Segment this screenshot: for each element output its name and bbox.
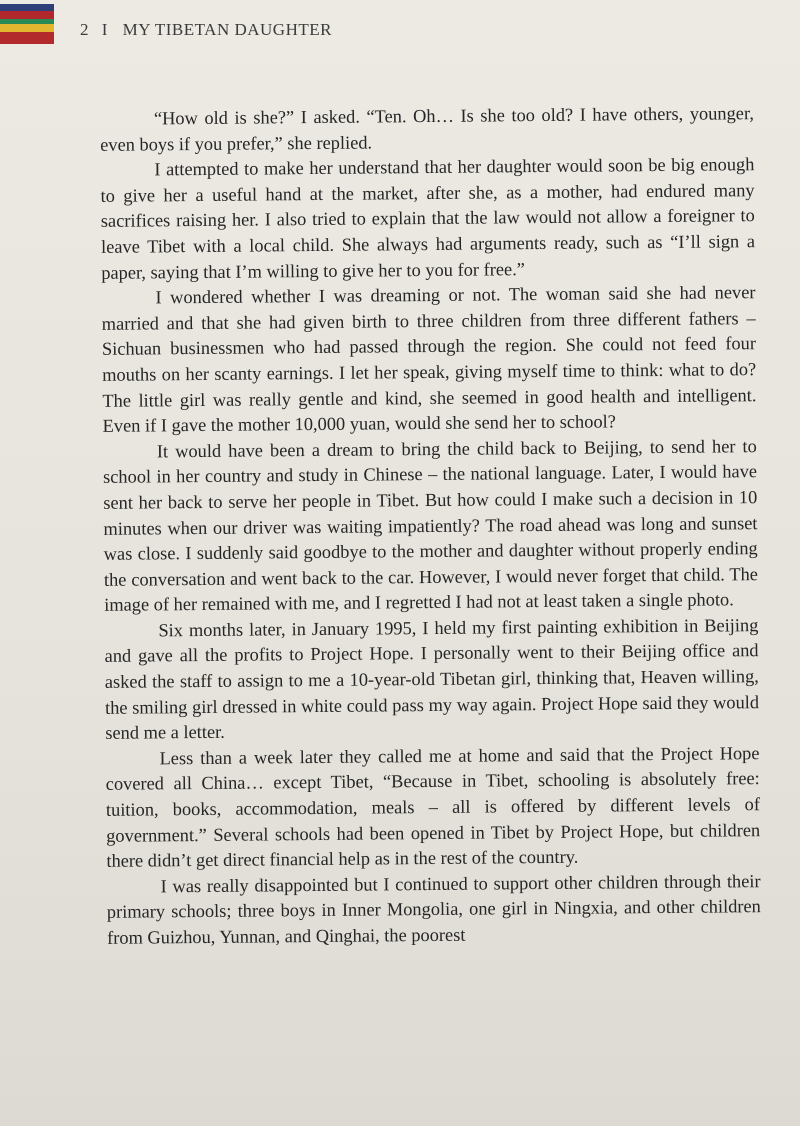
color-stripe-yellow [0,24,54,32]
color-stripe-blue [0,4,54,11]
running-header [80,20,332,40]
paragraph-1: “How old is she?” I asked. “Ten. Oh… Is she too old? I have others, younger, even boys if you prefer,” she replied. [100,103,754,155]
paragraph-7: I was really disappointed but I continued to support other children through their primary schools; three boys in Inner Mongolia, one girl in Ningxia, and other children from Guizhou, Yunnan, and Qinghai, the poorest [106,870,761,948]
paragraph-5: Six months later, in January 1995, I held my first painting exhibition in Beijing and gave all the profits to Project Hope. I personally went to their Beijing office and asked the staff to assign to me a 10-year-old Tibetan girl, thinking that, Heaven willing, the smiling girl dressed in white could pass my way again. Project Hope said they would send me a letter. [104,615,760,744]
header-separator: I [101,20,108,39]
paragraph-4: It would have been a dream to bring the child back to Beijing, to send her to school in her country and study in Chinese – the national language. Later, I would have sent her back to serve her people in Tibet. But how could I make such a decision in 10 minutes when our driver was waiting impatiently? The road ahead was long and sunset was close. I suddenly said goodbye to the mother and daughter without properly ending the conversation and went back to the car. However, I would never forget that child. The image of her remained with me, and I regretted I had not at least taken a single photo. [102,435,759,616]
paragraph-2: I attempted to make her understand that her daughter would soon be big enough to give her a useful hand at the market, after she, as a mother, had endured many sacrifices raising her. I also tried to explain that the law would not allow a foreigner to leave Tibet with a local child. She always had arguments ready, such as “I’ll sign a paper, saying that I’m willing to give her to you for free.” [100,154,756,283]
paragraph-3: I wondered whether I was dreaming or not. The woman said she had never married and that she had given birth to three children from three different fathers – Sichuan businessmen who had passed through the region. She could not feed four mouths on her scanty earnings. I let her speak, giving myself time to think: what to do? The little girl was really gentle and kind, she seemed in good health and intelligent. Even if I gave the mother 10,000 yuan, would she send her to school? [101,282,757,436]
color-stripe-red-bottom [0,32,54,44]
page-number: 2 [80,20,89,39]
book-title: MY TIBETAN DAUGHTER [122,20,332,39]
color-stripe-red [0,11,54,19]
paragraph-6: Less than a week later they called me at home and said that the Project Hope covered all China… except Tibet, “Because in Tibet, schooling is absolutely free: tuition, books, accommodation, meals – all is offered by different levels of government.” Several schools had been opened in Tibet by Project Hope, but children there didn’t get direct financial help as in the rest of the country. [105,742,761,872]
body-text [100,101,762,1067]
